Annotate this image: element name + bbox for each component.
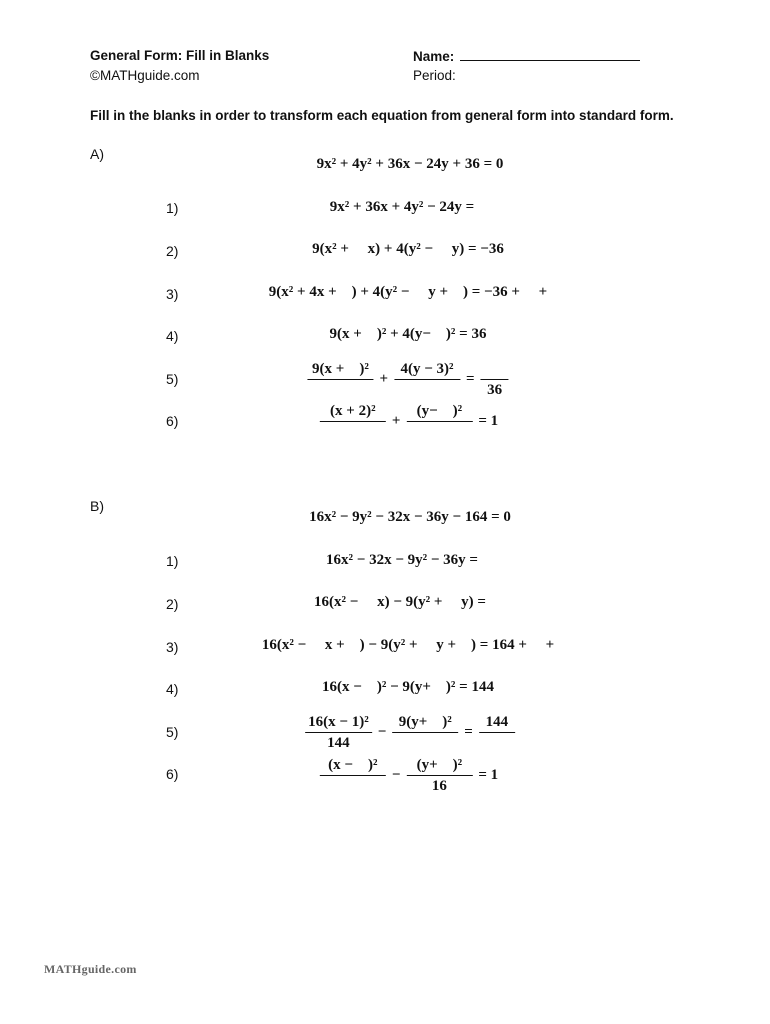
step-number: 5)	[166, 724, 179, 740]
step-number: 5)	[166, 371, 179, 387]
problem-a-step-5	[303, 360, 512, 399]
fraction	[392, 713, 458, 752]
operator: =	[464, 724, 473, 740]
denominator: 144	[327, 735, 350, 751]
fraction	[481, 360, 509, 399]
problem-b-step-3: 16(x² − x + ) − 9(y² + y + ) = 164 + +	[261, 637, 555, 653]
problem-b-step-1: 16x² − 32x − 9y² − 36y =	[326, 552, 478, 568]
problem-a-given: 9x² + 4y² + 36x − 24y + 36 = 0	[316, 156, 504, 172]
problem-b-step-5	[301, 713, 519, 752]
numerator: (y+ )²	[406, 756, 472, 776]
problem-a-step-2: 9(x² + x) + 4(y² − y) = −36	[312, 241, 504, 257]
numerator: 16(x − 1)²	[305, 713, 372, 733]
fraction	[320, 402, 386, 441]
fraction	[394, 360, 460, 399]
step-number: 4)	[166, 328, 179, 344]
fraction	[479, 713, 515, 752]
denominator	[409, 422, 469, 441]
fraction	[307, 360, 373, 399]
problem-a-step-3: 9(x² + 4x + ) + 4(y² − y + ) = −36 + +	[268, 284, 548, 300]
numerator: 9(x + )²	[307, 360, 373, 380]
denominator	[323, 422, 383, 441]
step-number: 3)	[166, 639, 179, 655]
operator: = 1	[478, 767, 499, 783]
name-blank-line[interactable]	[460, 48, 640, 61]
denominator: 16	[431, 778, 447, 794]
numerator: (y− )²	[406, 402, 472, 422]
denominator	[397, 380, 457, 399]
worksheet-title: General Form: Fill in Blanks	[90, 48, 270, 63]
problem-b-step-6	[316, 756, 500, 795]
numerator: 4(y − 3)²	[394, 360, 460, 380]
denominator: 36	[487, 382, 503, 398]
problem-a-step-6	[316, 402, 500, 441]
step-number: 1)	[166, 200, 179, 216]
operator: −	[391, 767, 401, 783]
problem-a-step-4: 9(x + )² + 4(y− )² = 36	[329, 326, 487, 342]
operator: −	[377, 724, 387, 740]
problem-b-label: B)	[90, 498, 104, 514]
problem-b-step-2: 16(x² − x) − 9(y² + y) =	[314, 594, 486, 610]
problem-b-given: 16x² − 9y² − 32x − 36y − 164 = 0	[309, 509, 511, 525]
operator: = 1	[478, 413, 499, 429]
fraction	[406, 756, 472, 795]
denominator	[395, 733, 455, 752]
period-label: Period:	[413, 68, 456, 83]
name-label: Name:	[413, 49, 455, 64]
footer-logo-text: MATHguide.com	[44, 962, 137, 976]
denominator	[310, 380, 370, 399]
name-field[interactable]	[413, 48, 640, 64]
operator: +	[379, 371, 388, 387]
copyright-text: ©MATHguide.com	[90, 68, 200, 83]
problem-b-step-4: 16(x − )² − 9(y+ )² = 144	[322, 679, 494, 695]
fraction	[320, 756, 386, 795]
numerator: 9(y+ )²	[392, 713, 458, 733]
denominator	[323, 776, 383, 795]
fraction	[406, 402, 472, 441]
numerator: (x − )²	[320, 756, 386, 776]
step-number: 6)	[166, 413, 179, 429]
instructions: Fill in the blanks in order to transform each equation from general form into standard form.	[90, 108, 674, 123]
step-number: 2)	[166, 596, 179, 612]
numerator: (x + 2)²	[320, 402, 386, 422]
step-number: 1)	[166, 553, 179, 569]
step-number: 6)	[166, 766, 179, 782]
denominator	[482, 733, 512, 752]
step-number: 3)	[166, 286, 179, 302]
operator: +	[391, 413, 401, 429]
step-number: 4)	[166, 681, 179, 697]
numerator	[481, 360, 509, 380]
step-number: 2)	[166, 243, 179, 259]
numerator: 144	[479, 713, 515, 733]
operator: =	[466, 371, 475, 387]
problem-a-step-1: 9x² + 36x + 4y² − 24y =	[329, 199, 475, 215]
problem-a-label: A)	[90, 146, 104, 162]
fraction	[305, 713, 372, 752]
